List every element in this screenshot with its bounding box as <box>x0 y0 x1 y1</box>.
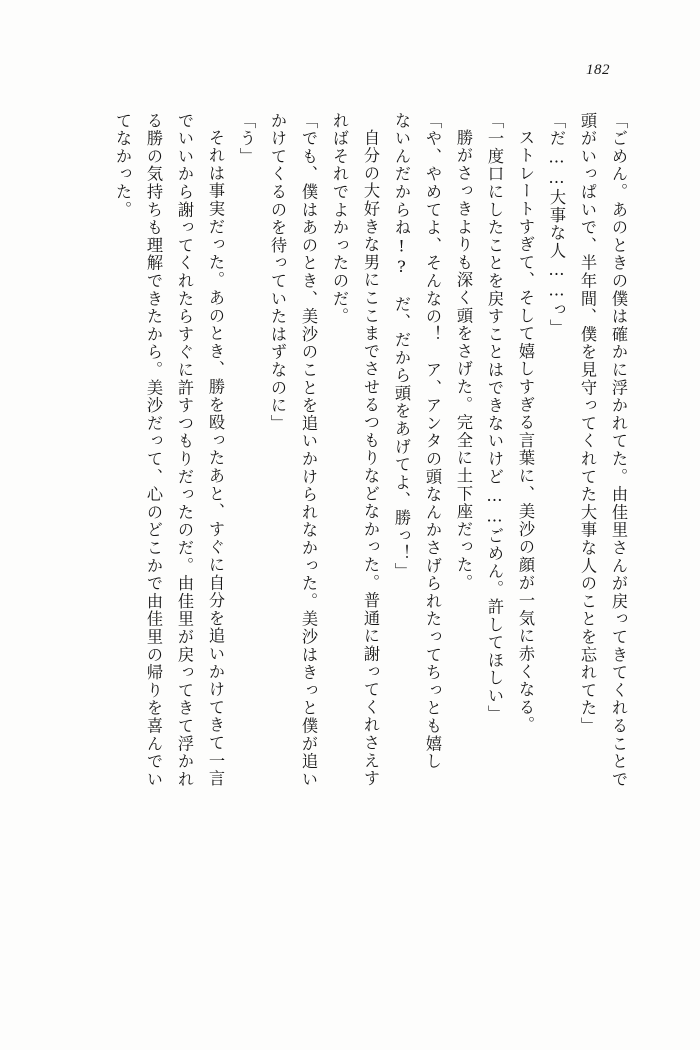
text-line: でいいから謝ってくれたらすぐに許すつもりだったのだ。由佳里が戻ってきて浮かれ <box>175 112 194 789</box>
text-line: る勝の気持ちも理解できたから。美沙だって、心のどこかで由佳里の帰りを喜んでい <box>144 112 163 789</box>
text-line: 頭がいっぱいで、半年間、僕を見守ってくれてた大事な人のことを忘れてた」 <box>578 112 597 735</box>
text-line: 「でも、僕はあのとき、美沙のことを追いかけられなかった。美沙はきっと僕が追い <box>299 112 318 789</box>
text-line: 「一度口にしたことを戻すことはできないけど……ごめん。許してほしい」 <box>485 112 504 723</box>
text-line: それは事実だった。あのとき、勝を殴ったあと、すぐに自分を追いかけてきて一言 <box>206 129 225 788</box>
text-line: ればそれでよかったのだ。 <box>330 112 349 326</box>
text-line: 勝がさっきよりも深く頭をさげた。完全に土下座だった。 <box>454 129 473 592</box>
text-line: かけてくるのを待っていたはずなのに」 <box>268 112 287 433</box>
text-line: ストレートすぎて、そして嬉しすぎる言葉に、美沙の顔が一気に赤くなる。 <box>516 129 535 735</box>
page-number: 182 <box>586 62 610 78</box>
vertical-text-body <box>62 112 634 992</box>
text-line: 「ごめん。あのときの僕は確かに浮かれてた。由佳里さんが戻ってきてくれることで <box>609 112 628 789</box>
text-line: 自分の大好きな男にここまでさせるつもりなどなかった。普通に謝ってくれさえす <box>361 129 380 788</box>
text-line: 「だ……大事な人……っ」 <box>547 112 566 337</box>
text-line: てなかった。 <box>113 112 132 219</box>
text-line: 「や、やめてよ、そんなの！ ア、アンタの頭なんかさげられたってちっとも嬉し <box>423 112 442 771</box>
text-line: 「う」 <box>237 112 256 166</box>
text-line: ないんだからね!? だ、だから頭をあげてよ、勝っ！」 <box>392 112 411 581</box>
